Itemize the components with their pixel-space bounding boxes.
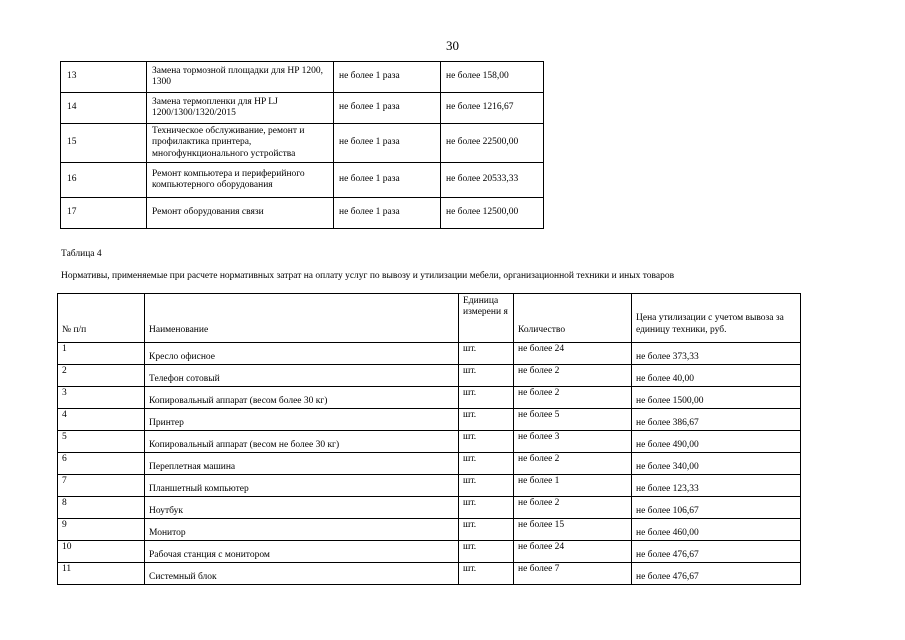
row-number: 7 [58,475,145,497]
table-row [58,519,801,541]
row-number: 13 [61,62,147,93]
table-heading: Нормативы, применяемые при расчете нормативных затрат на оплату услуг по вывозу и утилизации мебели, организационной техники и иных товаров [61,271,675,281]
row-price: не более 460,00 [632,519,801,541]
continuation-table [60,61,544,229]
row-number: 4 [58,409,145,431]
row-unit: шт. [459,475,514,497]
row-quantity: не более 1 [514,475,632,497]
row-quantity: не более 1 раза [334,124,441,163]
row-name: Системный блок [145,563,459,585]
row-price: не более 476,67 [632,541,801,563]
row-quantity: не более 2 [514,387,632,409]
table-header-row [58,294,801,343]
row-quantity: не более 1 раза [334,198,441,229]
row-unit: шт. [459,409,514,431]
table-row [58,541,801,563]
row-price: не более 490,00 [632,431,801,453]
row-unit: шт. [459,453,514,475]
row-unit: шт. [459,519,514,541]
table-row [58,365,801,387]
table-row [58,563,801,585]
row-number: 5 [58,431,145,453]
row-number: 3 [58,387,145,409]
row-unit: шт. [459,541,514,563]
row-number: 15 [61,124,147,163]
row-number: 1 [58,343,145,365]
row-price: не более 1500,00 [632,387,801,409]
page-number: 30 [446,38,459,53]
row-number: 9 [58,519,145,541]
table-row [61,198,544,229]
row-number: 2 [58,365,145,387]
row-name: Планшетный компьютер [145,475,459,497]
row-unit: шт. [459,387,514,409]
table-row [61,124,544,163]
row-quantity: не более 2 [514,365,632,387]
row-number: 14 [61,93,147,124]
table-row [61,163,544,198]
row-quantity: не более 7 [514,563,632,585]
row-quantity: не более 1 раза [334,93,441,124]
table-row [58,453,801,475]
table-row [58,387,801,409]
row-price: не более 340,00 [632,453,801,475]
row-quantity: не более 1 раза [334,62,441,93]
row-quantity: не более 1 раза [334,163,441,198]
row-name: Замена термопленки для HP LJ 1200/1300/1320/2015 [147,93,334,124]
row-quantity: не более 3 [514,431,632,453]
table-row [58,497,801,519]
header-name: Наименование [145,294,459,343]
row-unit: шт. [459,343,514,365]
row-name: Рабочая станция с монитором [145,541,459,563]
table-row [58,343,801,365]
table-row [58,409,801,431]
row-price: не более 40,00 [632,365,801,387]
header-unit: Единица измерени я [459,294,514,343]
row-number: 6 [58,453,145,475]
row-quantity: не более 2 [514,497,632,519]
row-name: Принтер [145,409,459,431]
header-num: № п/п [58,294,145,343]
row-name: Переплетная машина [145,453,459,475]
table-row [58,431,801,453]
row-number: 10 [58,541,145,563]
row-name: Монитор [145,519,459,541]
row-quantity: не более 5 [514,409,632,431]
row-price: не более 373,33 [632,343,801,365]
row-unit: шт. [459,497,514,519]
disposal-norms-table [57,293,801,585]
row-price: не более 106,67 [632,497,801,519]
row-name: Замена тормозной площадки для HP 1200, 1300 [147,62,334,93]
row-name: Ремонт оборудования связи [147,198,334,229]
row-name: Телефон сотовый [145,365,459,387]
row-number: 17 [61,198,147,229]
row-price: не более 12500,00 [441,198,544,229]
row-price: не более 20533,33 [441,163,544,198]
row-name: Ноутбук [145,497,459,519]
row-name: Техническое обслуживание, ремонт и профилактика принтера, многофункционального устройства [147,124,334,163]
row-price: не более 386,67 [632,409,801,431]
table-row [61,62,544,93]
header-qty: Количество [514,294,632,343]
row-number: 8 [58,497,145,519]
row-unit: шт. [459,365,514,387]
row-price: не более 22500,00 [441,124,544,163]
row-price: не более 158,00 [441,62,544,93]
row-number: 11 [58,563,145,585]
row-number: 16 [61,163,147,198]
row-unit: шт. [459,431,514,453]
row-name: Копировальный аппарат (весом не более 30 кг) [145,431,459,453]
header-price: Цена утилизации с учетом вывоза за единицу техники, руб. [632,294,801,343]
row-price: не более 123,33 [632,475,801,497]
row-price: не более 476,67 [632,563,801,585]
row-quantity: не более 24 [514,343,632,365]
row-quantity: не более 2 [514,453,632,475]
row-price: не более 1216,67 [441,93,544,124]
row-unit: шт. [459,563,514,585]
table-row [61,93,544,124]
row-quantity: не более 24 [514,541,632,563]
table-caption: Таблица 4 [61,249,102,259]
row-name: Кресло офисное [145,343,459,365]
table-row [58,475,801,497]
row-quantity: не более 15 [514,519,632,541]
row-name: Копировальный аппарат (весом более 30 кг) [145,387,459,409]
row-name: Ремонт компьютера и периферийного компьютерного оборудования [147,163,334,198]
